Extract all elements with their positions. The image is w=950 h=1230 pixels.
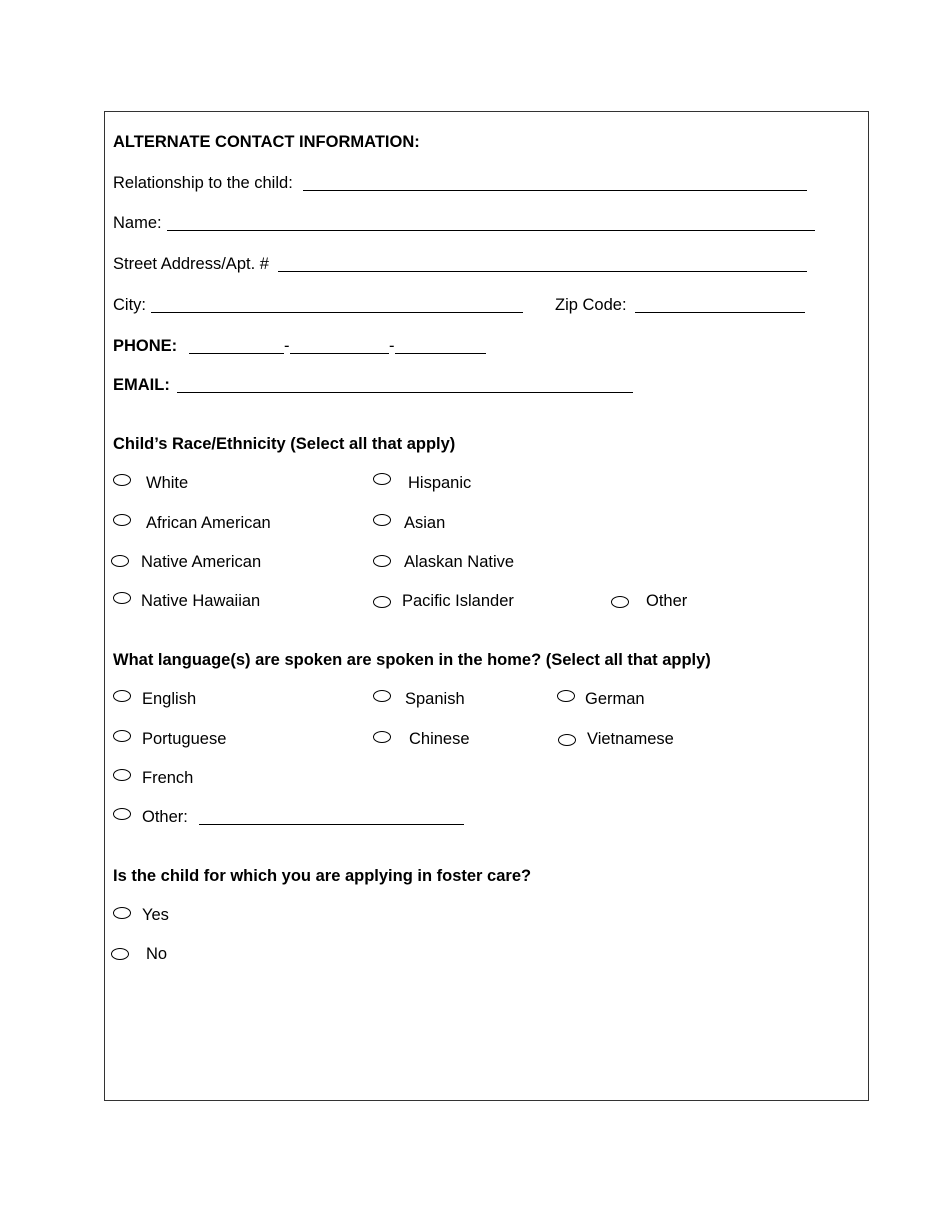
language-portuguese-radio[interactable] — [113, 730, 131, 742]
street-label: Street Address/Apt. # — [113, 255, 269, 273]
foster-yes-radio[interactable] — [113, 907, 131, 919]
email-label: EMAIL: — [113, 376, 170, 394]
relationship-label: Relationship to the child: — [113, 174, 293, 192]
race-asian-radio[interactable] — [373, 514, 391, 526]
race-other-radio[interactable] — [611, 596, 629, 608]
language-option-label: Vietnamese — [587, 730, 674, 748]
city-label: City: — [113, 296, 146, 314]
language-other-radio[interactable] — [113, 808, 131, 820]
race-option-label: African American — [146, 514, 271, 532]
foster-no-radio[interactable] — [111, 948, 129, 960]
phone-line-field[interactable] — [395, 353, 486, 354]
zip-label: Zip Code: — [555, 296, 627, 314]
language-other-label: Other: — [142, 808, 188, 826]
language-option-label: French — [142, 769, 194, 787]
street-field[interactable] — [278, 271, 807, 272]
language-vietnamese-radio[interactable] — [558, 734, 576, 746]
language-option-label: Portuguese — [142, 730, 227, 748]
language-english-radio[interactable] — [113, 690, 131, 702]
language-chinese-radio[interactable] — [373, 731, 391, 743]
race-alaskan-native-radio[interactable] — [373, 555, 391, 567]
language-option-label: Chinese — [409, 730, 470, 748]
name-label: Name: — [113, 214, 162, 232]
race-heading: Child’s Race/Ethnicity (Select all that apply) — [113, 435, 456, 453]
phone-separator: - — [389, 337, 395, 355]
phone-area-field[interactable] — [189, 353, 284, 354]
phone-separator: - — [284, 337, 290, 355]
phone-prefix-field[interactable] — [290, 353, 389, 354]
language-german-radio[interactable] — [557, 690, 575, 702]
race-option-label: Hispanic — [408, 474, 472, 492]
language-option-label: German — [585, 690, 645, 708]
race-option-label: Other — [646, 592, 688, 610]
race-pacific-islander-radio[interactable] — [373, 596, 391, 608]
foster-option-label: No — [146, 945, 168, 963]
language-french-radio[interactable] — [113, 769, 131, 781]
race-option-label: Native American — [141, 553, 262, 571]
foster-option-label: Yes — [142, 906, 169, 924]
language-option-label: Spanish — [405, 690, 465, 708]
race-option-label: Native Hawaiian — [141, 592, 261, 610]
foster-heading: Is the child for which you are applying in foster care? — [113, 867, 532, 885]
relationship-field[interactable] — [303, 190, 807, 191]
language-option-label: English — [142, 690, 197, 708]
race-option-label: Alaskan Native — [404, 553, 515, 571]
email-field[interactable] — [177, 392, 633, 393]
language-heading: What language(s) are spoken are spoken in the home? (Select all that apply) — [113, 651, 711, 669]
race-african-american-radio[interactable] — [113, 514, 131, 526]
race-option-label: White — [146, 474, 189, 492]
zip-field[interactable] — [635, 312, 805, 313]
language-other-field[interactable] — [199, 824, 464, 825]
race-hispanic-radio[interactable] — [373, 473, 391, 485]
language-spanish-radio[interactable] — [373, 690, 391, 702]
phone-label: PHONE: — [113, 337, 178, 355]
contact-heading: ALTERNATE CONTACT INFORMATION: — [113, 133, 420, 151]
race-native-hawaiian-radio[interactable] — [113, 592, 131, 604]
name-field[interactable] — [167, 230, 815, 231]
race-option-label: Pacific Islander — [402, 592, 514, 610]
race-option-label: Asian — [404, 514, 446, 532]
race-native-american-radio[interactable] — [111, 555, 129, 567]
city-field[interactable] — [151, 312, 523, 313]
race-white-radio[interactable] — [113, 474, 131, 486]
